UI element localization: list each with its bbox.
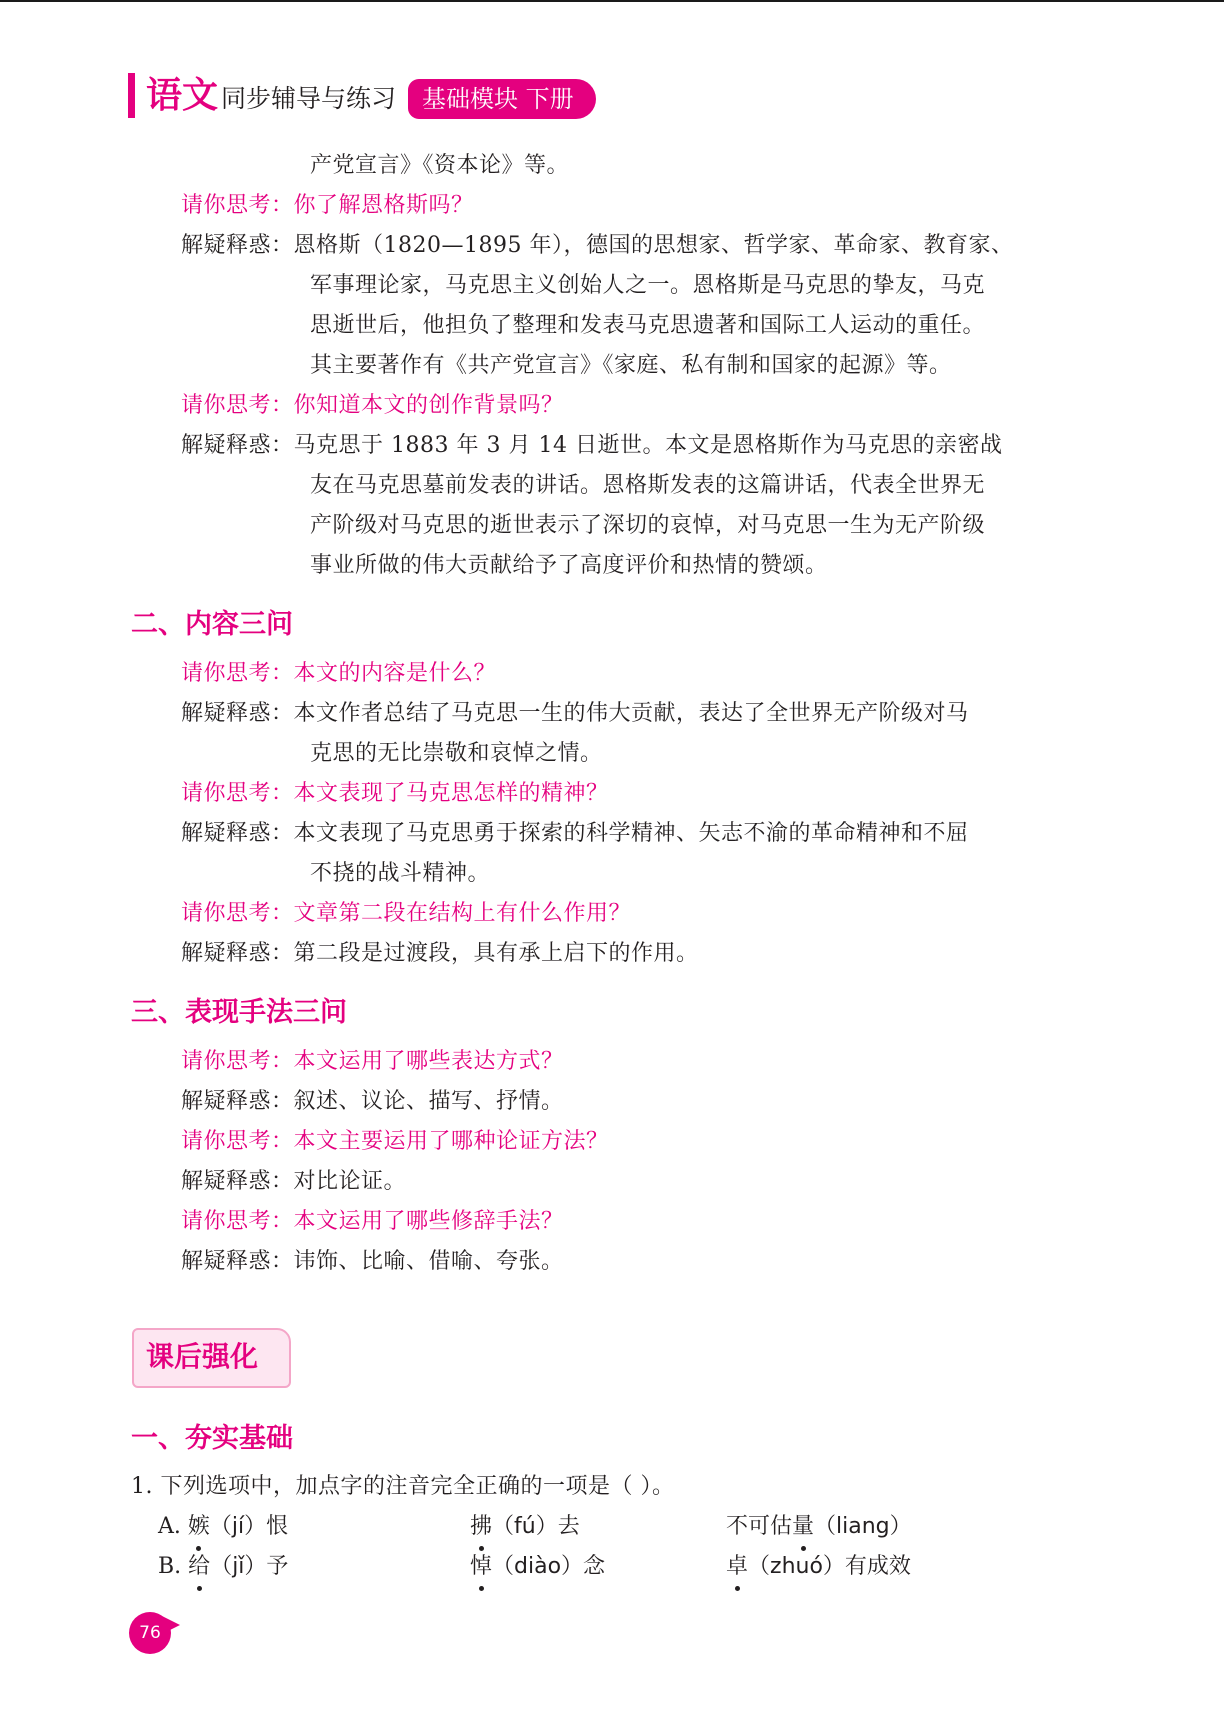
question-line: 请你思考：你了解恩格斯吗？ xyxy=(181,193,474,218)
body-line: 产党宣言》《资本论》等。 xyxy=(310,153,570,178)
section-heading-foundation: 一、夯实基础 xyxy=(131,1423,293,1454)
page-number: 76 xyxy=(129,1612,171,1654)
answer-line: 解疑释惑：恩格斯（1820—1895 年），德国的思想家、哲学家、革命家、教育家、 xyxy=(181,233,1014,258)
question-line: 请你思考：本文表现了马克思怎样的精神？ xyxy=(181,781,609,806)
answer-line: 解疑释惑：第二段是过渡段，具有承上启下的作用。 xyxy=(181,941,699,966)
body-line: 事业所做的伟大贡献给予了高度评价和热情的赞颂。 xyxy=(310,553,828,578)
answer-line: 解疑释惑：本文表现了马克思勇于探索的科学精神、矢志不渝的革命精神和不屈 xyxy=(181,821,969,846)
answer-line: 解疑释惑：讳饰、比喻、借喻、夸张。 xyxy=(181,1249,564,1274)
body-line: 其主要著作有《共产党宣言》《家庭、私有制和国家的起源》等。 xyxy=(310,353,952,378)
question-line: 请你思考：你知道本文的创作背景吗？ xyxy=(181,393,564,418)
option-b-item-2: 悼（diào）念 xyxy=(470,1552,605,1582)
question-line: 请你思考：本文运用了哪些修辞手法？ xyxy=(181,1209,564,1234)
body-line: 不挠的战斗精神。 xyxy=(310,861,491,886)
section-heading-techniques: 三、表现手法三问 xyxy=(131,997,347,1028)
answer-line: 解疑释惑：本文作者总结了马克思一生的伟大贡献，表达了全世界无产阶级对马 xyxy=(181,701,969,726)
option-b-item-3: 卓（zhuó）有成效 xyxy=(726,1552,911,1582)
answer-line: 解疑释惑：马克思于 1883 年 3 月 14 日逝世。本文是恩格斯作为马克思的亲密战 xyxy=(181,433,1003,458)
answer-line: 解疑释惑：对比论证。 xyxy=(181,1169,407,1194)
body-line: 克思的无比崇敬和哀悼之情。 xyxy=(310,741,603,766)
question-line: 请你思考：本文的内容是什么？ xyxy=(181,661,497,686)
header-accent-bar xyxy=(128,73,135,118)
body-line: 友在马克思墓前发表的讲话。恩格斯发表的这篇讲话，代表全世界无 xyxy=(310,473,986,498)
option-a-item-2: 拂（fú）去 xyxy=(470,1512,580,1542)
exercise-stem: 1. 下列选项中，加点字的注音完全正确的一项是（ ）。 xyxy=(131,1474,675,1499)
option-a-item-3: 不可估量（liang） xyxy=(726,1512,912,1542)
header-brand: 语文 xyxy=(146,75,219,116)
header-tag: 基础模块 下册 xyxy=(408,79,596,119)
question-line: 请你思考：文章第二段在结构上有什么作用？ xyxy=(181,901,632,926)
top-rule xyxy=(0,0,1224,2)
header-subtitle: 同步辅导与练习 xyxy=(221,84,397,113)
question-line: 请你思考：本文主要运用了哪种论证方法？ xyxy=(181,1129,609,1154)
body-line: 军事理论家，马克思主义创始人之一。恩格斯是马克思的挚友，马克 xyxy=(310,273,986,298)
body-line: 产阶级对马克思的逝世表示了深切的哀悼，对马克思一生为无产阶级 xyxy=(310,513,986,538)
question-line: 请你思考：本文运用了哪些表达方式？ xyxy=(181,1049,564,1074)
answer-line: 解疑释惑：叙述、议论、描写、抒情。 xyxy=(181,1089,564,1114)
after-class-box xyxy=(132,1328,291,1388)
option-a-item-1: A. 嫉（jí）恨 xyxy=(158,1512,288,1542)
section-heading-content: 二、内容三问 xyxy=(131,609,293,640)
option-b-item-1: B. 给（jǐ）予 xyxy=(158,1552,288,1582)
body-line: 思逝世后，他担负了整理和发表马克思遗著和国际工人运动的重任。 xyxy=(310,313,986,338)
after-class-title: 课后强化 xyxy=(146,1340,259,1373)
